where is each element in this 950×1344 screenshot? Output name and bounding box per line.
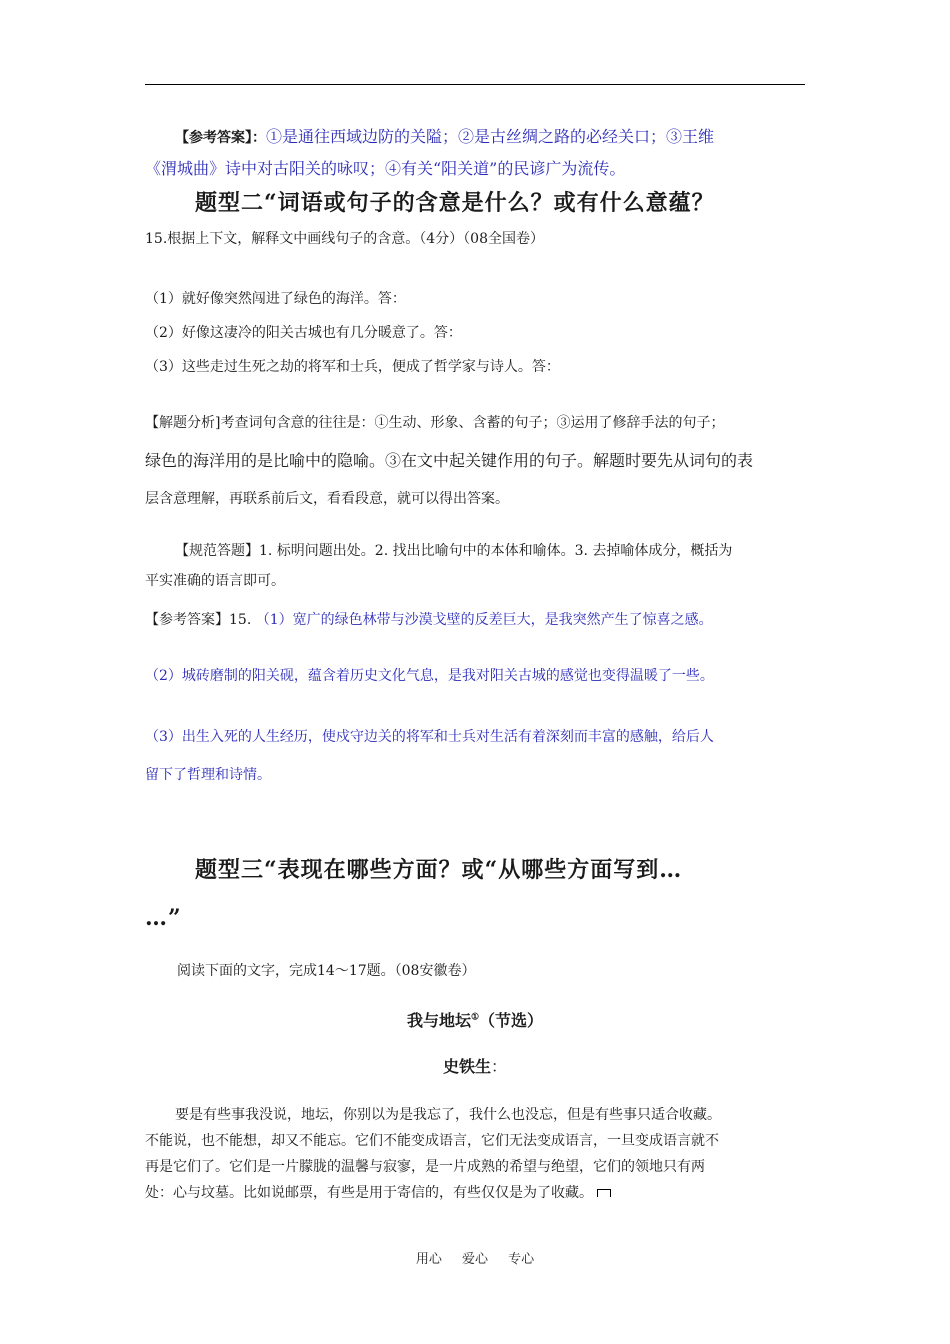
section3-title-line2: …” (145, 905, 182, 931)
answer-3-line1: （3）出生入死的人生经历，使戍守边关的将军和士兵对生活有着深刻而丰富的感触，给后人 (145, 729, 714, 745)
body-line3: 再是它们了。它们是一片朦胧的温馨与寂寥，是一片成熟的希望与绝望，它们的领地只有两 (145, 1159, 705, 1175)
section2-question: 15.根据上下文，解释文中画线句子的含意。（4分）（08全国卷） (145, 231, 544, 247)
body-line4-wrap (145, 1180, 805, 1206)
section2-item-3: （3）这些走过生死之劫的将军和士兵，便成了哲学家与诗人。答： (145, 359, 560, 375)
ref-answer-top (145, 120, 805, 183)
section2-answer-1 (145, 606, 805, 634)
section3-instruction: 阅读下面的文字，完成14～17题。（08安徽卷） (177, 963, 476, 979)
section2-items (145, 282, 805, 384)
norm-line1: 【规范答题】1. 标明问题出处。2. 找出比喻句中的本体和喻体。3. 去掉喻体成分，概括为 (175, 543, 733, 559)
article-author (145, 1054, 805, 1077)
body-line1: 要是有些事我没说，地坛，你别以为是我忘了，我什么也没忘，但是有些事只适合收藏。 (175, 1107, 721, 1123)
article-body (145, 1102, 805, 1206)
article-title-text: 我与地坛 (406, 1011, 471, 1030)
analysis-line1: 【解题分析]考查词句含意的往往是：①生动、形象、含蓄的句子；③运用了修辞手法的句子； (145, 415, 725, 431)
body-line4: 处：心与坟墓。比如说邮票，有些是用于寄信的，有些仅仅是为了收藏。 (145, 1185, 593, 1201)
analysis-line2: 绿色的海洋用的是比喻中的隐喻。③在文中起关键作用的句子。解题时要先从词句的表 (145, 451, 754, 470)
answer-1: （1）宽广的绿色林带与沙漠戈壁的反差巨大，是我突然产生了惊喜之感。 (255, 612, 713, 628)
ref-answer-label: 【参考答案】： (175, 130, 266, 146)
section2-item-1: （1）就好像突然闯进了绿色的海洋。答： (145, 291, 406, 307)
ref-answer-line2: 《渭城曲》诗中对古阳关的咏叹；④有关“阳关道”的民谚广为流传。 (145, 159, 626, 178)
answer-3-line2: 留下了哲理和诗情。 (145, 767, 271, 783)
author-name: 史铁生 (442, 1057, 491, 1076)
analysis-line3: 层含意理解，再联系前后文，看看段意，就可以得出答案。 (145, 491, 509, 507)
section2-norm (145, 536, 805, 596)
text-cursor-mark (597, 1189, 611, 1197)
section2-title: 题型二“词语或句子的含意是什么？或有什么意蕴？ (195, 190, 715, 216)
section3-title (145, 846, 805, 942)
page-footer (0, 1248, 950, 1267)
author-suffix: ： (491, 1057, 508, 1076)
header-rule (145, 84, 805, 85)
answer-2: （2）城砖磨制的阳关砚，蕴含着历史文化气息，是我对阳关古城的感觉也变得温暖了一些。 (145, 668, 714, 684)
section2-item-2: （2）好像这凄冷的阳关古城也有几分暖意了。答： (145, 325, 462, 341)
footnote-marker: ① (470, 1012, 480, 1023)
footer-item-3: 专心 (508, 1252, 535, 1267)
answer-label: 【参考答案】15. (145, 612, 256, 628)
ref-answer-line1: ①是通往西域边防的关隘；②是古丝绸之路的必经关口；③王维 (266, 127, 715, 146)
article-title (145, 1008, 805, 1031)
article-title-suffix: （节选） (479, 1011, 544, 1030)
section2-analysis (145, 404, 805, 518)
footer-item-1: 用心 (415, 1252, 442, 1267)
section3-title-line1: 题型三“表现在哪些方面？或“从哪些方面写到… (195, 857, 683, 883)
answer-3 (145, 718, 805, 794)
footer-item-2: 爱心 (461, 1252, 488, 1267)
body-line2: 不能说，也不能想，却又不能忘。它们不能变成语言，它们无法变成语言，一旦变成语言就不 (145, 1133, 719, 1149)
norm-line2: 平实准确的语言即可。 (145, 573, 285, 589)
